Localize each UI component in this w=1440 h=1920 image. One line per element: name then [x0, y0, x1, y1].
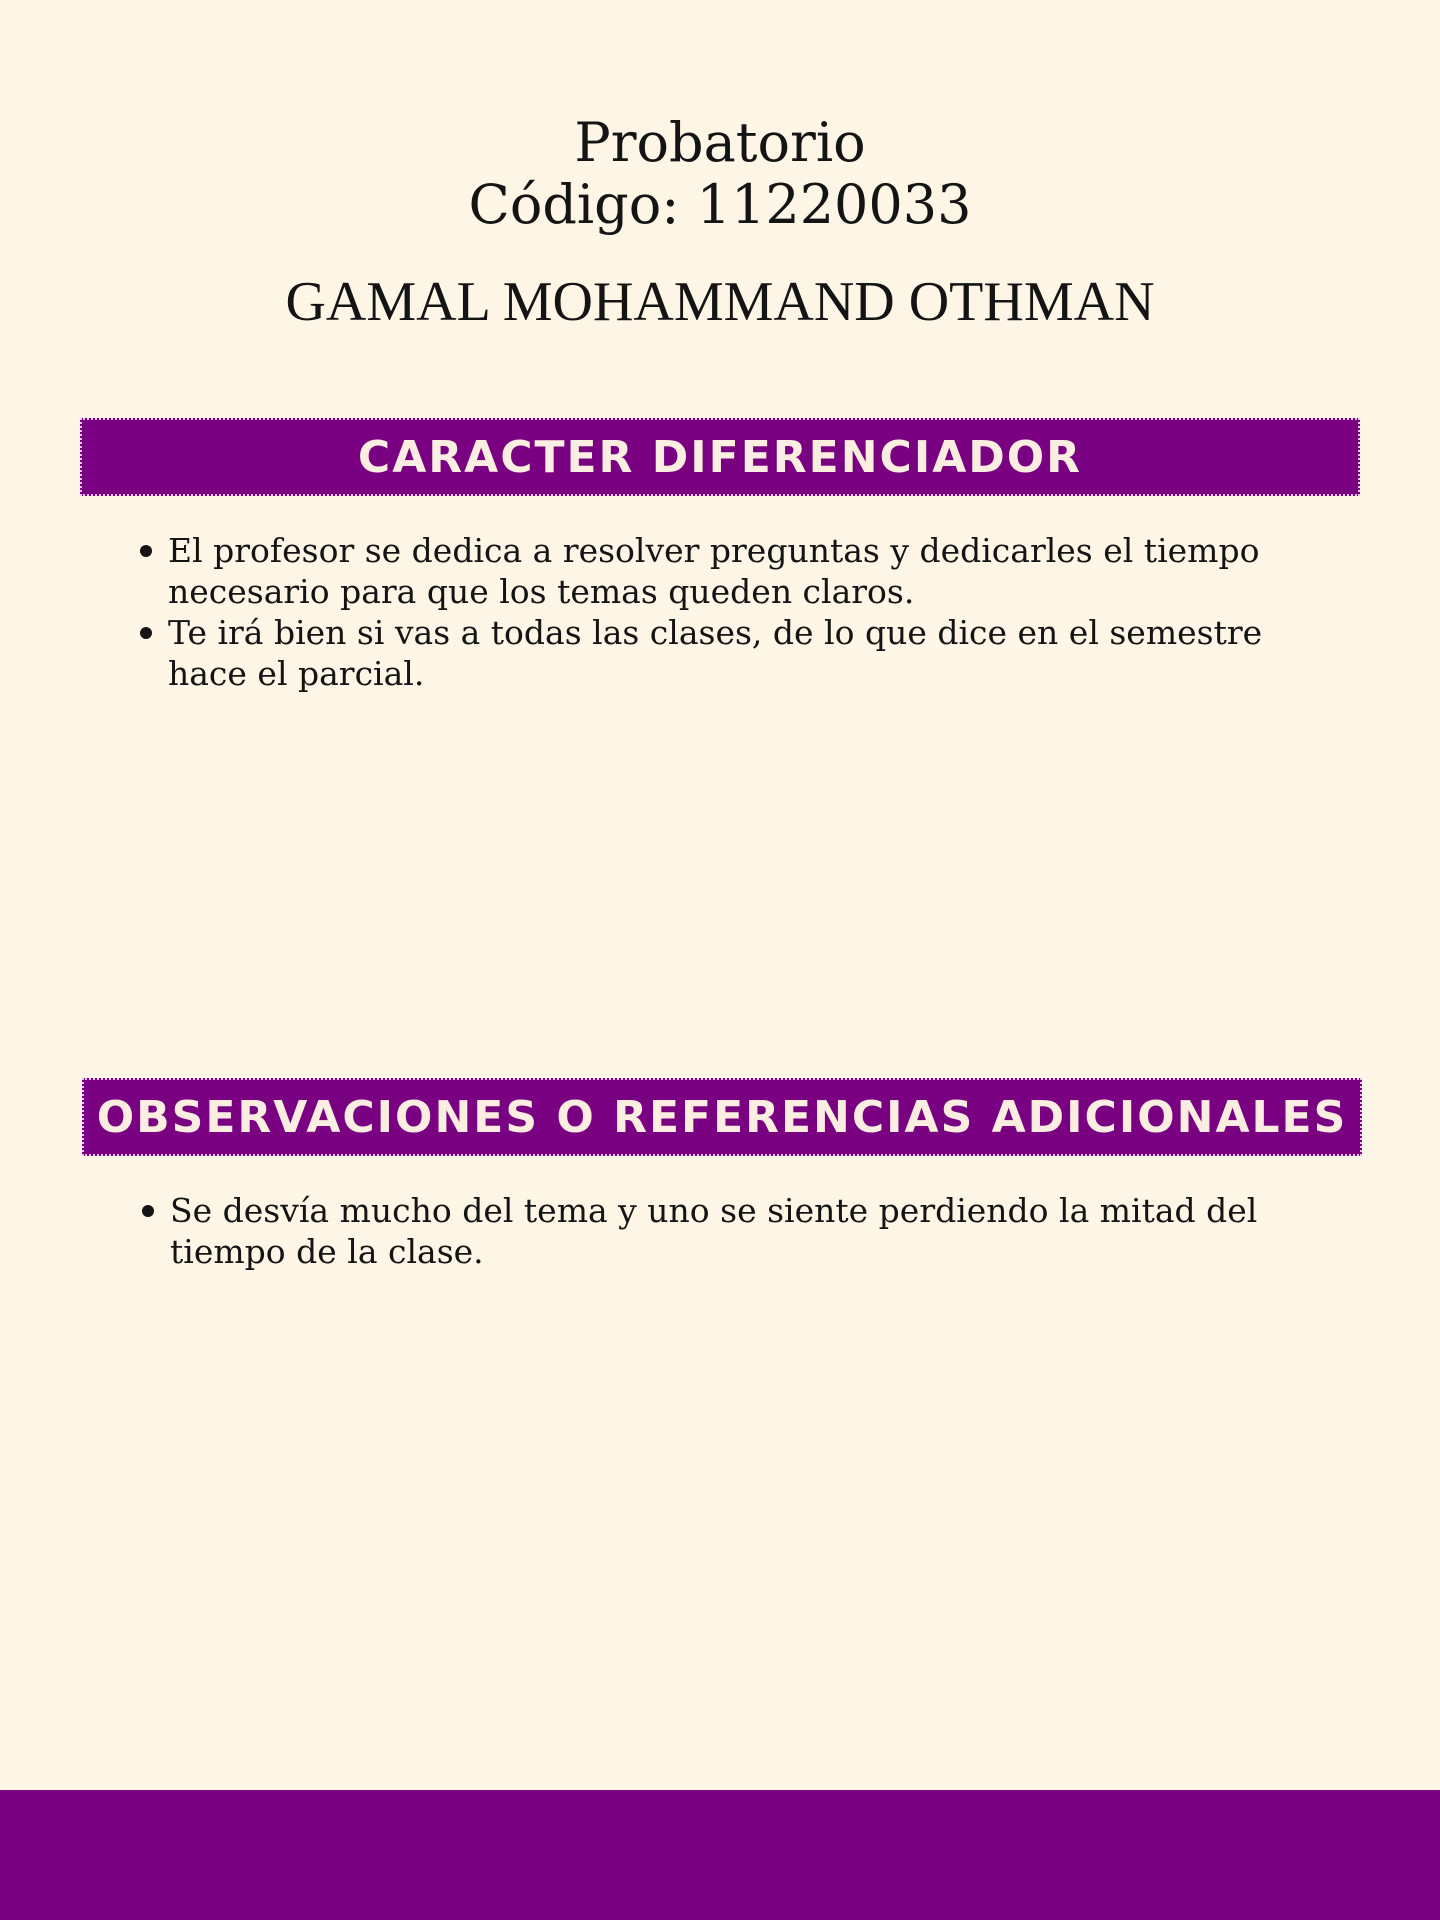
- list-item-text: Te irá bien si vas a todas las clases, de lo que dice en el semestre hace el parcial.: [168, 613, 1263, 693]
- list-item-text: El profesor se dedica a resolver preguntas y dedicarles el tiempo necesario para que los temas queden claros.: [168, 531, 1260, 611]
- section-title: OBSERVACIONES O REFERENCIAS ADICIONALES: [96, 1091, 1348, 1143]
- section-banner-observaciones: [82, 1078, 1362, 1156]
- course-title: Probatorio: [574, 111, 866, 174]
- bullet-icon: [140, 545, 152, 557]
- list-item-text: Se desvía mucho del tema y uno se siente perdiendo la mitad del tiempo de la clase.: [170, 1191, 1258, 1271]
- bullet-icon: [140, 627, 152, 639]
- course-code: Código: 11220033: [468, 173, 972, 236]
- bullet-list-caracter-diferenciador: [168, 530, 1348, 694]
- footer-bar: [0, 1790, 1440, 1920]
- bullet-icon: [142, 1205, 154, 1217]
- list-item: [170, 1190, 1350, 1272]
- section-title: CARACTER DIFERENCIADOR: [357, 431, 1083, 483]
- list-item: [168, 612, 1348, 694]
- professor-name: GAMAL MOHAMMAND OTHMAN: [285, 271, 1155, 333]
- section-banner-caracter-diferenciador: [80, 418, 1360, 496]
- bullet-list-observaciones: [170, 1190, 1350, 1272]
- list-item: [168, 530, 1348, 612]
